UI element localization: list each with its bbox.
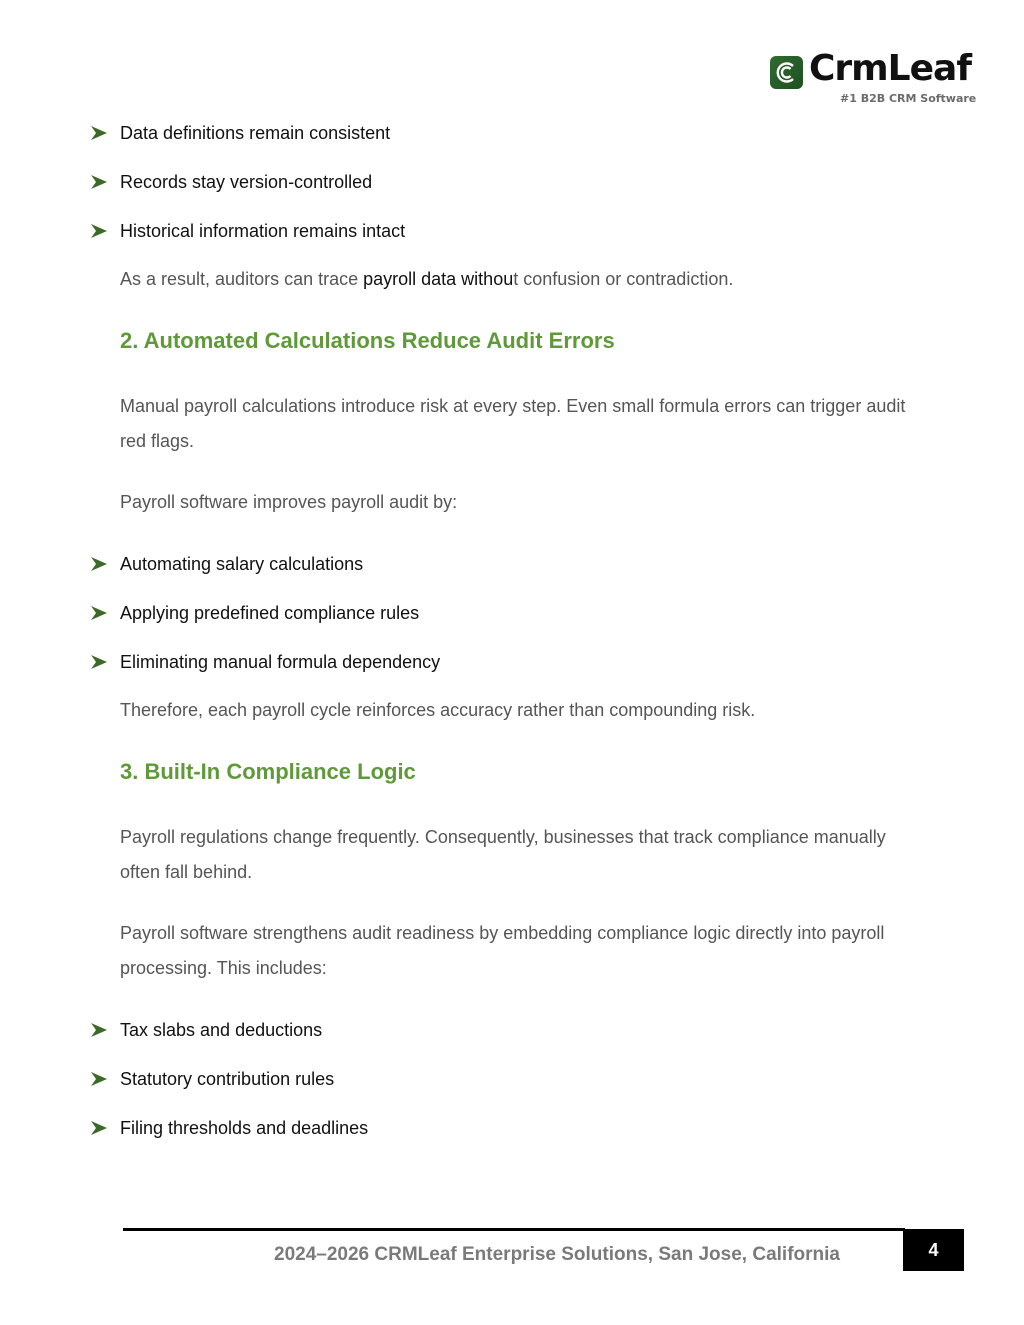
- paragraph: Manual payroll calculations introduce risk at every step. Even small formula errors can trigger audit red flags.: [120, 396, 906, 451]
- arrow-bullet-icon: [90, 1071, 108, 1087]
- list-item-text: Automating salary calculations: [120, 553, 364, 574]
- conclusion-text: As a result, auditors can trace: [120, 269, 364, 289]
- logo-name: CrmLeaf: [809, 48, 971, 89]
- list-item: [90, 1018, 322, 1042]
- list-item: [90, 1067, 334, 1091]
- section1-conclusion: [120, 262, 910, 297]
- arrow-bullet-icon: [90, 1120, 108, 1136]
- page-number: 4: [903, 1229, 964, 1271]
- crmleaf-c-icon: [770, 56, 803, 89]
- list-item-text: Data definitions remain consistent: [120, 122, 391, 143]
- list-item-text: Statutory contribution rules: [120, 1068, 335, 1089]
- paragraph: Payroll software improves payroll audit by:: [120, 492, 458, 512]
- arrow-bullet-icon: [90, 1022, 108, 1038]
- list-item-text: Records stay version-controlled: [120, 171, 373, 192]
- list-item: [90, 552, 363, 576]
- crmleaf-logo: [770, 48, 980, 110]
- list-item: [90, 1116, 368, 1140]
- list-item-text: Applying predefined compliance rules: [120, 602, 420, 623]
- list-item: [90, 219, 405, 243]
- footer-text: 2024–2026 CRMLeaf Enterprise Solutions, San Jose, California: [274, 1244, 840, 1265]
- section-heading: 3. Built-In Compliance Logic: [120, 759, 416, 784]
- list-item: [90, 650, 440, 674]
- list-item: [90, 601, 419, 625]
- list-item-text: Eliminating manual formula dependency: [120, 651, 441, 672]
- list-item-text: Historical information remains intact: [120, 220, 406, 241]
- footer-divider: [123, 1228, 905, 1231]
- arrow-bullet-icon: [90, 125, 108, 141]
- list-item-text: Filing thresholds and deadlines: [120, 1117, 369, 1138]
- section2-conclusion: Therefore, each payroll cycle reinforces accuracy rather than compounding risk.: [120, 700, 756, 720]
- list-item: [90, 170, 372, 194]
- section-heading: 2. Automated Calculations Reduce Audit Errors: [120, 328, 615, 353]
- arrow-bullet-icon: [90, 174, 108, 190]
- arrow-bullet-icon: [90, 654, 108, 670]
- list-item: [90, 121, 390, 145]
- paragraph: Payroll regulations change frequently. Consequently, businesses that track compliance manually often fall behind.: [120, 827, 886, 882]
- arrow-bullet-icon: [90, 223, 108, 239]
- conclusion-text: t confusion or contradiction.: [513, 269, 734, 289]
- arrow-bullet-icon: [90, 605, 108, 621]
- highlighted-text: payroll data withou: [363, 269, 514, 289]
- paragraph: Payroll software strengthens audit readiness by embedding compliance logic directly into payroll processing. This includes:: [120, 923, 885, 978]
- list-item-text: Tax slabs and deductions: [120, 1019, 323, 1040]
- logo-tagline: #1 B2B CRM Software: [840, 92, 977, 105]
- arrow-bullet-icon: [90, 556, 108, 572]
